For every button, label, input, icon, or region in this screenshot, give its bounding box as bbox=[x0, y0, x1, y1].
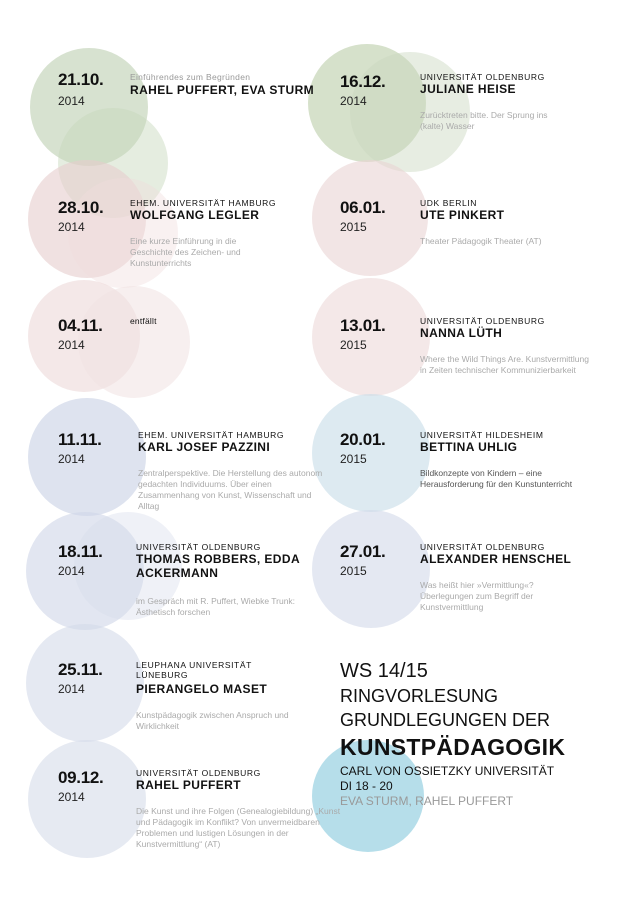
lecture-date: 04.11. bbox=[58, 316, 103, 335]
lecture-speaker: NANNA LÜTH bbox=[420, 326, 503, 340]
circle-blue-6 bbox=[312, 510, 430, 628]
lecture-institution: UDK BERLIN bbox=[420, 198, 478, 208]
lecture-institution: UNIVERSITÄT HILDESHEIM bbox=[420, 430, 544, 440]
lecture-date: 13.01. bbox=[340, 316, 386, 335]
lecture-description: Bildkonzepte von Kindern – eine Herausforderung für den Kunstunterricht bbox=[420, 468, 573, 489]
lecture-date: 20.01. bbox=[340, 430, 386, 449]
lecture-date: 06.01. bbox=[340, 198, 386, 217]
lecture-institution: UNIVERSITÄT OLDENBURG bbox=[136, 768, 261, 778]
lecture-year: 2014 bbox=[58, 682, 85, 696]
lecture-institution: Einführendes zum Begründen bbox=[130, 72, 251, 82]
series-title: RINGVORLESUNG bbox=[340, 686, 499, 706]
lecture-date: 28.10. bbox=[58, 198, 104, 217]
lecture-institution: UNIVERSITÄT OLDENBURG bbox=[420, 316, 545, 326]
lecture-speaker: RAHEL PUFFERT, EVA STURM bbox=[130, 83, 315, 97]
lecture-year: 2015 bbox=[340, 338, 367, 352]
lecture-institution: EHEM. UNIVERSITÄT HAMBURG bbox=[130, 198, 277, 208]
circle-pink-4 bbox=[78, 286, 190, 398]
lecture-year: 2014 bbox=[340, 94, 367, 108]
lecture-year: 2014 bbox=[58, 452, 85, 466]
circle-blue-4 bbox=[26, 624, 144, 742]
lecture-speaker: UTE PINKERT bbox=[420, 208, 505, 222]
lecture-date: 25.11. bbox=[58, 660, 103, 679]
lecture-year: 2014 bbox=[58, 790, 85, 804]
lecture-description: Was heißt hier »Vermittlung«? Überlegungen zum Begriff der Kunstvermittlung bbox=[420, 580, 534, 612]
lecture-speaker: BETTINA UHLIG bbox=[420, 440, 518, 454]
lecture-date: 27.01. bbox=[340, 542, 386, 561]
lecture-speaker: WOLFGANG LEGLER bbox=[130, 208, 260, 222]
lecture-speaker: RAHEL PUFFERT bbox=[136, 778, 241, 792]
organizers: EVA STURM, RAHEL PUFFERT bbox=[340, 794, 514, 808]
lecture-institution: EHEM. UNIVERSITÄT HAMBURG bbox=[138, 430, 285, 440]
lecture-date: 09.12. bbox=[58, 768, 104, 787]
lecture-date: 18.11. bbox=[58, 542, 103, 561]
lecture-speaker: ALEXANDER HENSCHEL bbox=[420, 552, 572, 566]
lecture-speaker: JULIANE HEISE bbox=[420, 82, 516, 96]
lecture-institution: UNIVERSITÄT OLDENBURG bbox=[420, 72, 545, 82]
lecture-date: 11.11. bbox=[58, 430, 102, 449]
lecture-description: Kunstpädagogik zwischen Anspruch und Wirklichkeit bbox=[136, 710, 289, 731]
lecture-description: Where the Wild Things Are. Kunstvermittlung in Zeiten technischer Kommunizierbarkeit bbox=[420, 354, 589, 375]
lecture-speaker: PIERANGELO MASET bbox=[136, 682, 268, 696]
lecture-year: 2014 bbox=[58, 220, 85, 234]
university: CARL VON OSSIETZKY UNIVERSITÄT bbox=[340, 764, 555, 778]
lecture-year: 2015 bbox=[340, 564, 367, 578]
title-line-2: KUNSTPÄDAGOGIK bbox=[340, 734, 566, 760]
lecture-year: 2015 bbox=[340, 452, 367, 466]
lecture-description: Theater Pädagogik Theater (AT) bbox=[420, 236, 542, 246]
lecture-year: 2014 bbox=[58, 564, 85, 578]
lecture-description: Zurücktreten bitte. Der Sprung ins (kalte) Wasser bbox=[420, 110, 548, 131]
lecture-institution: LEUPHANA UNIVERSITÄT LÜNEBURG bbox=[136, 660, 252, 680]
lecture-institution: UNIVERSITÄT OLDENBURG bbox=[136, 542, 261, 552]
lecture-description: Die Kunst und ihre Folgen (Genealogiebildung) „Kunst und Pädagogik im Konflikt? Von unvermeidbaren Problemen und lustigen Lösungen in der Kunstvermittlung“ (AT) bbox=[136, 806, 341, 849]
lecture-year: 2014 bbox=[58, 338, 85, 352]
circle-pink-6 bbox=[312, 278, 430, 396]
lecture-institution: UNIVERSITÄT OLDENBURG bbox=[420, 542, 545, 552]
lecture-description: Eine kurze Einführung in die Geschichte des Zeichen- und Kunstunterrichts bbox=[130, 236, 241, 268]
circle-blue-1 bbox=[28, 398, 146, 516]
lecture-description: im Gespräch mit R. Puffert, Wiebke Trunk: Ästhetisch forschen bbox=[136, 596, 296, 617]
lecture-year: 2015 bbox=[340, 220, 367, 234]
lecture-institution: entfällt bbox=[130, 316, 157, 326]
lecture-description: Zentralperspektive. Die Herstellung des autonom gedachten Individuums. Über einen Zusammenhang von Kunst, Wissenschaft und Alltag bbox=[138, 468, 323, 511]
lecture-time: DI 18 - 20 bbox=[340, 779, 393, 793]
lecture-date: 21.10. bbox=[58, 70, 104, 89]
lecture-year: 2014 bbox=[58, 94, 85, 108]
circle-blue-5 bbox=[28, 740, 146, 858]
title-line-1: GRUNDLEGUNGEN DER bbox=[340, 710, 551, 730]
semester: WS 14/15 bbox=[340, 660, 428, 682]
lecture-speaker: THOMAS ROBBERS, EDDA ACKERMANN bbox=[136, 552, 300, 580]
lecture-speaker: KARL JOSEF PAZZINI bbox=[138, 440, 271, 454]
lecture-date: 16.12. bbox=[340, 72, 386, 91]
